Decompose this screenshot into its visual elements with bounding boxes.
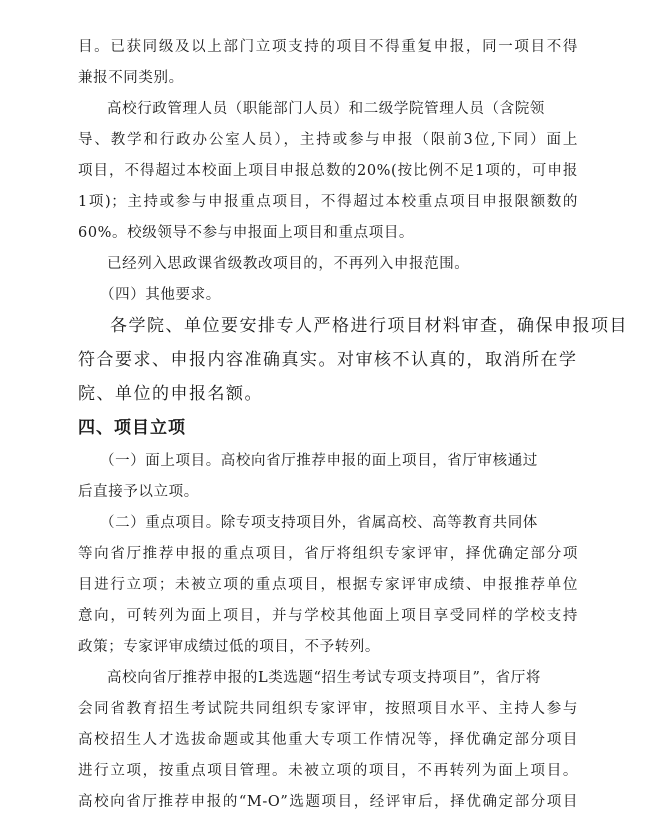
paragraph-line: 60%。校级领导不参与申报面上项目和重点项目。 (78, 225, 415, 241)
paragraph-line: 符合要求、申报内容准确真实。对审核不认真的，取消所在学 (78, 350, 578, 370)
paragraph-line: （二）重点项目。除专项支持项目外，省属高校、高等教育共同体 (100, 515, 538, 531)
paragraph-line: 导、教学和行政办公室人员），主持或参与申报（限前3位,下同）面上 (78, 132, 578, 148)
paragraph-line: 已经列入思政课省级教改项目的，不再列入申报范围。 (107, 256, 470, 272)
paragraph-line: 会同省教育招生考试院共同组织专家评审，按照项目水平、主持人参与 (78, 701, 578, 717)
paragraph-line: 高校招生人才选拔命题或其他重大专项工作情况等，择优确定部分项目 (78, 732, 578, 748)
paragraph-line: 兼报不同类别。 (78, 70, 184, 86)
paragraph-line: 高校向省厅推荐申报的L类选题“招生考试专项支持项目”，省厅将 (107, 670, 541, 686)
paragraph-line: 等向省厅推荐申报的重点项目，省厅将组织专家评审，择优确定部分项 (78, 546, 578, 562)
paragraph-line: 高校向省厅推荐申报的“M-O”选题项目，经评审后，择优确定部分项目 (78, 794, 578, 810)
paragraph-line: 进行立项，按重点项目管理。未被立项的项目，不再转列为面上项目。 (78, 763, 578, 779)
paragraph-line: 意向，可转列为面上项目，并与学校其他面上项目享受同样的学校支持 (78, 608, 578, 624)
paragraph-line: 1项)；主持或参与申报重点项目，不得超过本校重点项目申报限额数的 (78, 194, 578, 210)
paragraph-line: 高校行政管理人员（职能部门人员）和二级学院管理人员（含院领 (107, 101, 545, 117)
section-subheading: （四）其他要求。 (100, 287, 221, 303)
section-heading: 四、项目立项 (78, 418, 186, 438)
paragraph-line: 目进行立项；未被立项的重点项目，根据专家评审成绩、申报推荐单位 (78, 577, 578, 593)
paragraph-line: （一）面上项目。高校向省厅推荐申报的面上项目，省厅审核通过 (100, 453, 538, 469)
paragraph-line: 后直接予以立项。 (78, 484, 199, 500)
paragraph-line: 项目，不得超过本校面上项目申报总数的20%(按比例不足1项的，可申报 (78, 163, 578, 179)
paragraph-line: 目。已获同级及以上部门立项支持的项目不得重复申报，同一项目不得 (78, 39, 578, 55)
paragraph-line: 各学院、单位要安排专人严格进行项目材料审查，确保申报项目 (110, 316, 628, 336)
paragraph-line: 政策；专家评审成绩过低的项目，不予转列。 (78, 639, 380, 655)
paragraph-line: 院、单位的申报名额。 (78, 384, 263, 404)
